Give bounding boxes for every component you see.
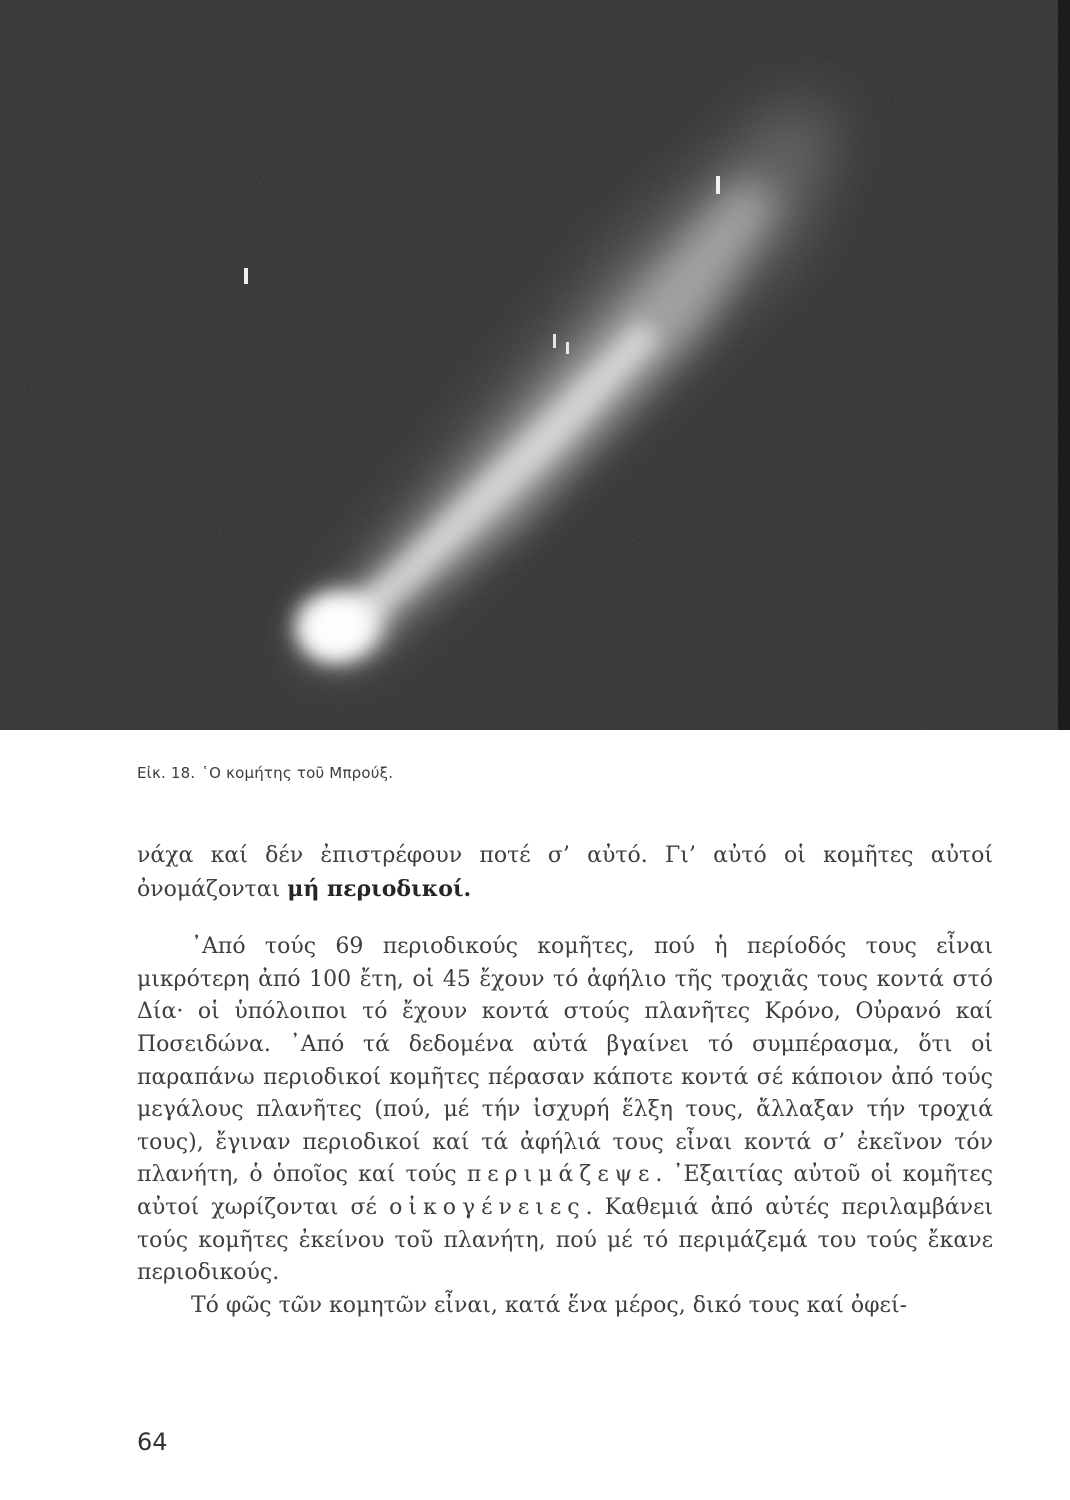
comet-photograph <box>0 0 1070 730</box>
bold-term-non-periodic: μή περιοδικοί. <box>287 875 472 902</box>
paragraph-2-text-b: . ᾿Εξαιτίας αὐτοῦ οἱ κομῆτες αὐτοί χωρίζονται σέ <box>137 1162 994 1220</box>
figure-caption <box>137 764 393 782</box>
body-text <box>137 840 993 1322</box>
spaced-term-perimazepse: περιμάζεψε <box>466 1162 656 1188</box>
paragraph-comet-light: Τό φῶς τῶν κομητῶν εἶναι, κατά ἕνα μέρος, δικό τους καί ὀφεί- <box>191 1292 907 1318</box>
spaced-term-oikogeneies: οἰκογένειες <box>389 1194 586 1220</box>
paragraph-periodic-comets <box>137 931 993 1290</box>
paragraph-2-text-a: ᾿Από τούς 69 περιοδικούς κομῆτες, πού ἡ περίοδός τους εἶναι μικρότερη ἀπό 100 ἔτη, οἱ 45 ἔχουν τό ἀφήλιο τῆς τροχιᾶς τους κοντά στό Δία· οἱ ὑπόλοιποι τό ἔχουν κοντά στούς πλανῆτες Κρόνο, Οὐρανό καί Ποσειδώνα. ᾿Από τά δεδομένα αὐτά βγαίνει τό συμπέρασμα, ὅτι οἱ παραπάνω περιοδικοί κομῆτες πέρασαν κάποτε κοντά σέ κάποιον ἀπό τούς μεγάλους πλανῆτες (πού, μέ τήν ἰσχυρή ἕλξη τους, ἄλλαξαν τήν τροχιά τους), ἔγιναν περιοδικοί καί τά ἀφήλιά τους εἶναι κοντά σ’ ἐκεῖνον τόν πλανήτη, ὁ ὁποῖος καί τούς <box>137 934 993 1188</box>
paragraph-continuation <box>137 840 993 906</box>
paragraph-1-text: νάχα καί δέν ἐπιστρέφουν ποτέ σ’ αὐτό. Γι’ αὐτό οἱ κομῆτες αὐτοί ὀνομάζονται <box>137 843 993 902</box>
figure-caption-text: ῾Ο κομήτης τοῦ Μπρούξ. <box>201 764 394 782</box>
figure-number: Εἰκ. 18. <box>137 764 196 782</box>
paragraph-2-text-c: . Καθεμιά ἀπό αὐτές περιλαμβάνει τούς κομῆτες ἐκείνου τοῦ πλανήτη, πού μέ τό περιμάζεμά του τούς ἔκανε περιοδικούς. <box>137 1194 993 1286</box>
page-number: 64 <box>137 1428 168 1456</box>
